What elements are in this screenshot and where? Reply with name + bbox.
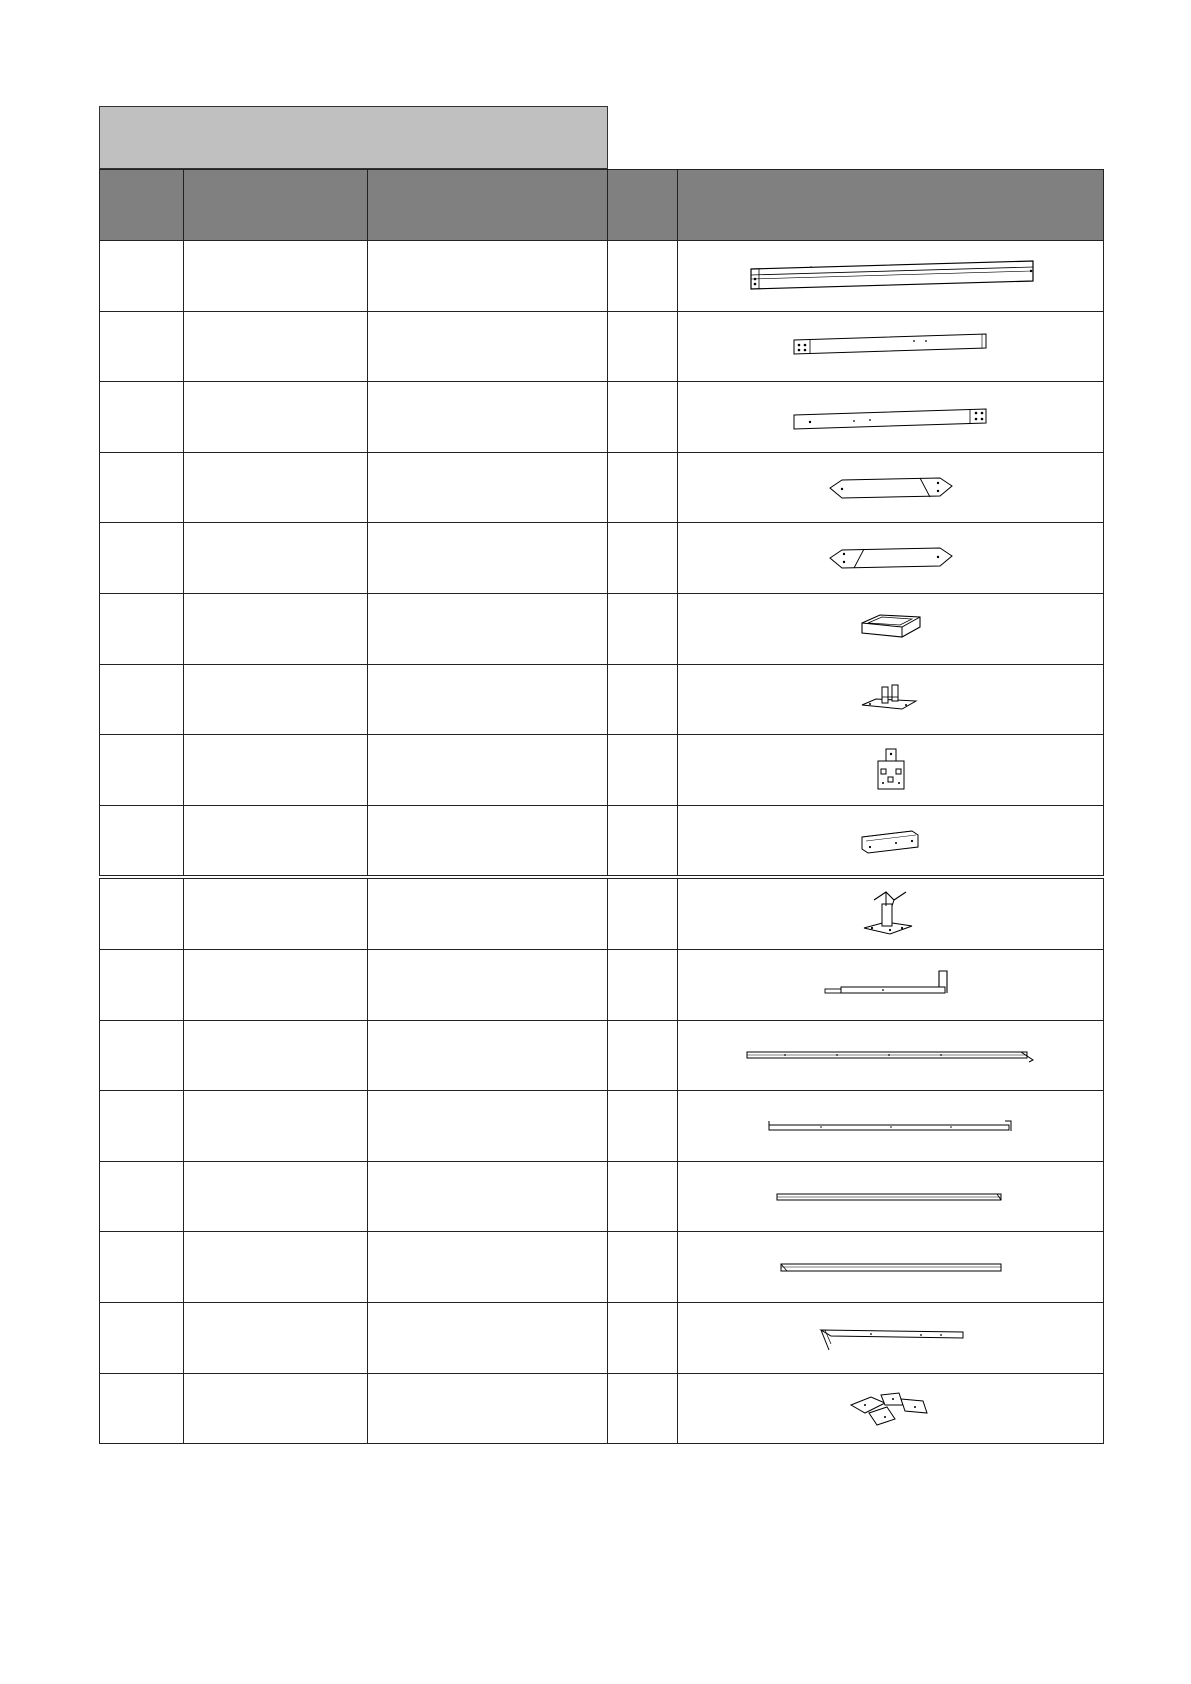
bar-holes-right-icon <box>786 326 996 366</box>
table-row <box>100 664 1104 735</box>
cell-code <box>184 1161 368 1232</box>
cell-qty <box>608 241 678 312</box>
table-row <box>100 593 1104 664</box>
header-row <box>100 170 1104 241</box>
parts-table <box>99 169 1104 1444</box>
header-name <box>368 170 608 241</box>
cell-qty <box>608 1373 678 1444</box>
cell-qty <box>608 877 678 949</box>
table-row <box>100 1373 1104 1444</box>
beam-long-icon <box>741 251 1041 301</box>
table-row <box>100 1161 1104 1232</box>
cell-code <box>184 664 368 735</box>
cell-picture <box>678 452 1104 523</box>
title-text <box>100 107 607 147</box>
cell-name <box>368 1161 608 1232</box>
cell-picture <box>678 1091 1104 1162</box>
cell-name <box>368 877 608 949</box>
cell-qty <box>608 593 678 664</box>
table-row <box>100 877 1104 949</box>
cell-name <box>368 664 608 735</box>
cell-code <box>184 1373 368 1444</box>
cell-no <box>100 664 184 735</box>
cell-picture <box>678 1232 1104 1303</box>
rail-long-icon <box>741 1040 1041 1070</box>
title-block <box>99 106 608 169</box>
cell-qty <box>608 1020 678 1091</box>
cell-picture <box>678 593 1104 664</box>
cell-no <box>100 1091 184 1162</box>
header-no <box>100 170 184 241</box>
cell-qty <box>608 805 678 877</box>
cell-code <box>184 241 368 312</box>
cell-qty <box>608 1232 678 1303</box>
cell-code <box>184 1091 368 1162</box>
cell-no <box>100 1020 184 1091</box>
rafter-angled-icon <box>811 1318 971 1358</box>
cell-name <box>368 1020 608 1091</box>
cell-code <box>184 382 368 453</box>
cell-no <box>100 805 184 877</box>
table-row <box>100 241 1104 312</box>
cell-name <box>368 1091 608 1162</box>
cell-picture <box>678 241 1104 312</box>
corner-connector-icon <box>841 1383 941 1433</box>
cell-name <box>368 382 608 453</box>
table-row <box>100 1302 1104 1373</box>
cell-code <box>184 805 368 877</box>
brace-plate-right-icon <box>826 470 956 506</box>
table-row <box>100 382 1104 453</box>
rail-flat-short-icon <box>771 1252 1011 1282</box>
cell-no <box>100 1232 184 1303</box>
cell-code <box>184 523 368 594</box>
cell-name <box>368 1373 608 1444</box>
table-row <box>100 311 1104 382</box>
cell-picture <box>678 664 1104 735</box>
table-row <box>100 949 1104 1020</box>
cell-qty <box>608 311 678 382</box>
cell-name <box>368 805 608 877</box>
cell-picture <box>678 311 1104 382</box>
table-row <box>100 452 1104 523</box>
table-row <box>100 805 1104 877</box>
cell-picture <box>678 1020 1104 1091</box>
cell-no <box>100 1161 184 1232</box>
cell-no <box>100 382 184 453</box>
header-picture <box>678 170 1104 241</box>
header-code <box>184 170 368 241</box>
table-row <box>100 1020 1104 1091</box>
table-row <box>100 1232 1104 1303</box>
cell-picture <box>678 1373 1104 1444</box>
cell-name <box>368 593 608 664</box>
cell-name <box>368 523 608 594</box>
cell-qty <box>608 1161 678 1232</box>
square-plate-bracket-icon <box>866 745 916 795</box>
cell-picture <box>678 877 1104 949</box>
cell-name <box>368 311 608 382</box>
brace-plate-left-icon <box>826 540 956 576</box>
hook-rod-icon <box>821 963 961 1007</box>
cell-code <box>184 735 368 806</box>
cell-picture <box>678 1161 1104 1232</box>
cell-name <box>368 1302 608 1373</box>
cell-qty <box>608 382 678 453</box>
post-base-bracket-icon <box>856 677 926 721</box>
cell-picture <box>678 949 1104 1020</box>
cell-picture <box>678 523 1104 594</box>
cell-picture <box>678 382 1104 453</box>
cell-qty <box>608 735 678 806</box>
cell-no <box>100 735 184 806</box>
cell-no <box>100 1302 184 1373</box>
cell-code <box>184 311 368 382</box>
cell-name <box>368 241 608 312</box>
cell-qty <box>608 1091 678 1162</box>
cell-no <box>100 241 184 312</box>
cell-name <box>368 949 608 1020</box>
block-cap-icon <box>856 607 926 651</box>
cell-code <box>184 1302 368 1373</box>
cell-code <box>184 452 368 523</box>
post-anchor-icon <box>856 884 926 944</box>
cell-qty <box>608 1302 678 1373</box>
table-row <box>100 523 1104 594</box>
cell-name <box>368 735 608 806</box>
angle-plate-icon <box>856 821 926 861</box>
header-qty <box>608 170 678 241</box>
cell-no <box>100 523 184 594</box>
cell-code <box>184 949 368 1020</box>
table-row <box>100 735 1104 806</box>
cell-code <box>184 593 368 664</box>
cell-picture <box>678 1302 1104 1373</box>
cell-no <box>100 949 184 1020</box>
rail-medium-icon <box>761 1111 1021 1141</box>
cell-no <box>100 1373 184 1444</box>
cell-name <box>368 1232 608 1303</box>
cell-qty <box>608 452 678 523</box>
cell-code <box>184 1232 368 1303</box>
cell-picture <box>678 805 1104 877</box>
rail-flat-icon <box>771 1182 1011 1212</box>
cell-no <box>100 877 184 949</box>
bar-holes-left-icon <box>786 397 996 437</box>
cell-no <box>100 311 184 382</box>
cell-picture <box>678 735 1104 806</box>
cell-qty <box>608 523 678 594</box>
cell-qty <box>608 949 678 1020</box>
cell-no <box>100 452 184 523</box>
cell-qty <box>608 664 678 735</box>
cell-name <box>368 452 608 523</box>
cell-no <box>100 593 184 664</box>
cell-code <box>184 1020 368 1091</box>
cell-code <box>184 877 368 949</box>
table-row <box>100 1091 1104 1162</box>
